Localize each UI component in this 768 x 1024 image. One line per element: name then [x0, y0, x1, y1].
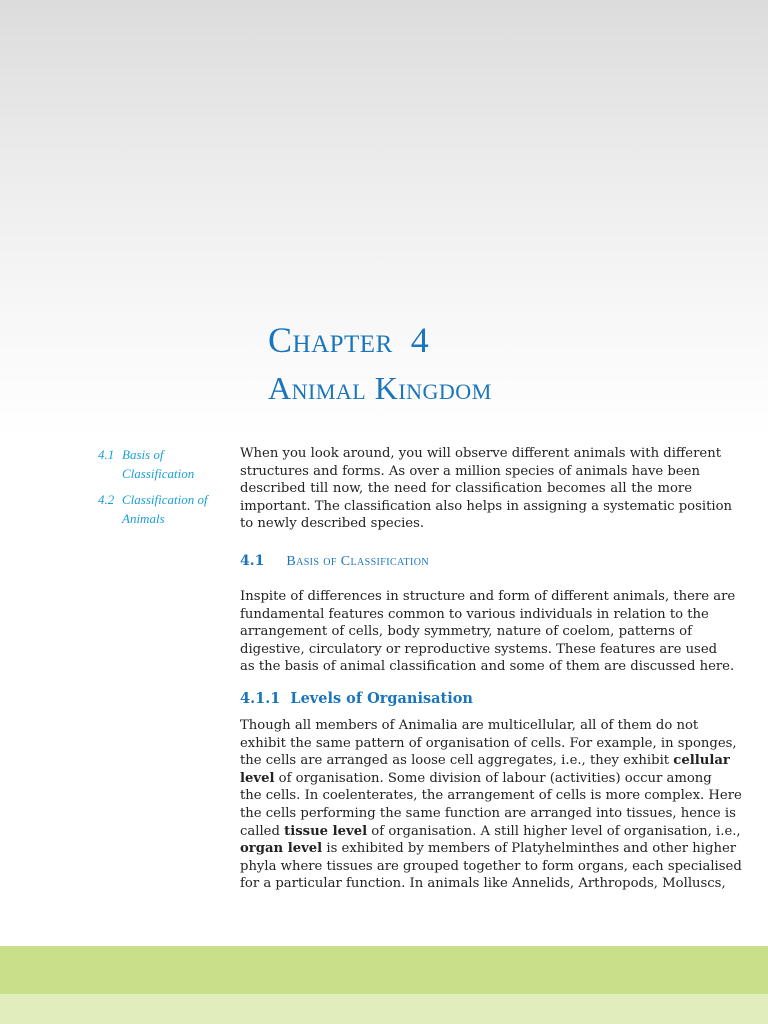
text-line: described till now, the need for classification becomes all the more [240, 481, 692, 497]
text-line [240, 752, 730, 770]
chapter-contents-list [98, 445, 230, 535]
chapter-label [268, 318, 429, 362]
text-line [240, 840, 737, 858]
toc-number: 4.2 [98, 492, 115, 507]
text-run: is exhibited by members of Platyhelminthes and other higher [322, 841, 737, 857]
levels-paragraph [240, 717, 742, 893]
text-line: arrangement of cells, body symmetry, nature of coelom, patterns of [240, 624, 692, 640]
footer-band-light [0, 994, 768, 1024]
text-line [240, 823, 741, 841]
basis-paragraph [240, 588, 736, 676]
intro-paragraph [240, 445, 733, 533]
text-line: important. The classification also helps in assigning a systematic position [240, 498, 733, 514]
toc-item-basis [98, 445, 230, 483]
text-line [240, 770, 712, 788]
text-line: fundamental features common to various individuals in relation to the [240, 606, 709, 622]
term-tissue-level: tissue level [284, 823, 368, 839]
toc-item-classification [98, 490, 230, 528]
toc-label: Classification of [122, 492, 208, 507]
subsection-number: 4.1.1 [240, 689, 281, 707]
text-line: as the basis of animal classification and some of them are discussed here. [240, 659, 735, 675]
term-level: level [240, 770, 275, 786]
chapter-word: Chapter [268, 320, 393, 360]
toc-label-cont: Animals [122, 511, 165, 526]
term-cellular: cellular [673, 753, 730, 769]
text-line: When you look around, you will observe different animals with different [240, 446, 721, 461]
text-line: exhibit the same pattern of organisation of cells. For example, in sponges, [240, 735, 737, 751]
toc-number: 4.1 [98, 447, 115, 462]
main-content [240, 445, 742, 893]
chapter-number: 4 [410, 320, 430, 360]
subsection-heading-4-1-1 [240, 690, 692, 707]
text-run: of organisation. A still higher level of organisation, i.e., [367, 823, 741, 839]
text-line: digestive, circulatory or reproductive systems. These features are used [240, 641, 718, 657]
text-run: the cells are arranged as loose cell aggregates, i.e., they exhibit [240, 753, 674, 769]
text-line: the cells. In coelenterates, the arrangement of cells is more complex. Here [240, 788, 742, 804]
text-line: Inspite of differences in structure and form of different animals, there are [240, 588, 736, 604]
term-organ-level: organ level [240, 841, 323, 857]
text-line: to newly described species. [240, 516, 425, 532]
footer-band [0, 946, 768, 994]
text-run: of organisation. Some division of labour (activities) occur among [274, 770, 712, 786]
text-line: phyla where tissues are grouped together to form organs, each specialised [240, 858, 742, 874]
text-line: structures and forms. As over a million species of animals have been [240, 463, 700, 479]
text-line: the cells performing the same function are arranged into tissues, hence is [240, 805, 736, 821]
text-run: called [240, 823, 285, 839]
chapter-title: Animal Kingdom [268, 370, 492, 406]
toc-label: Basis of [122, 447, 164, 462]
subsection-title: Levels of Organisation [290, 689, 473, 707]
toc-label-cont: Classification [122, 466, 195, 481]
text-line: Though all members of Animalia are multicellular, all of them do not [240, 717, 699, 733]
section-number: 4.1 [240, 552, 265, 569]
section-heading-4-1 [240, 553, 692, 570]
text-line: for a particular function. In animals like Annelids, Arthropods, Molluscs, [240, 876, 726, 892]
section-title: Basis of Classification [286, 553, 430, 569]
